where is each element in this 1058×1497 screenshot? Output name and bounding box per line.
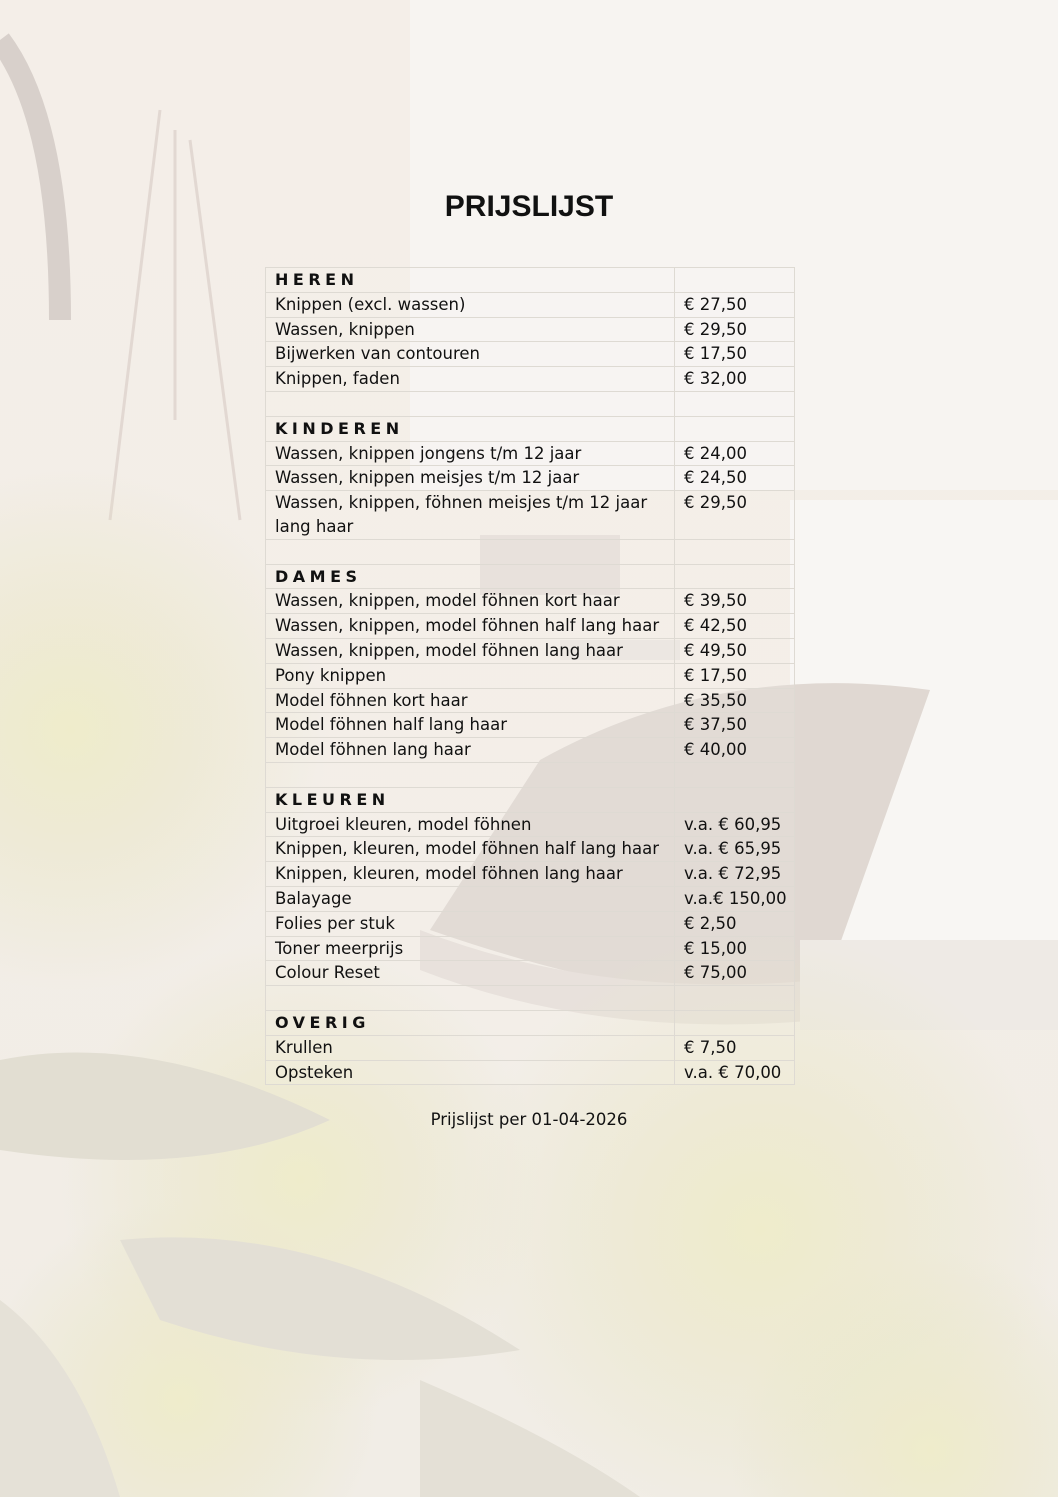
service-price: € 17,50 (675, 342, 795, 367)
price-row (266, 713, 795, 738)
service-name: Knippen, kleuren, model föhnen half lang haar (266, 837, 675, 862)
price-list-date: Prijslijst per 01-04-2026 (430, 1110, 628, 1129)
service-name: Folies per stuk (266, 911, 675, 936)
service-price: € 42,50 (675, 614, 795, 639)
price-row (266, 1060, 795, 1085)
service-name: Toner meerprijs (266, 936, 675, 961)
service-price: € 75,00 (675, 961, 795, 986)
service-price: € 17,50 (675, 663, 795, 688)
price-row (266, 441, 795, 466)
service-name: Knippen, kleuren, model föhnen lang haar (266, 862, 675, 887)
service-name: Knippen, faden (266, 367, 675, 392)
price-row (266, 491, 795, 540)
price-row (266, 961, 795, 986)
service-price: v.a. € 70,00 (675, 1060, 795, 1085)
section-heading-empty-cell (675, 564, 795, 589)
section-heading: KLEUREN (266, 787, 675, 812)
section-heading-empty-cell (675, 1010, 795, 1035)
service-name: Knippen (excl. wassen) (266, 292, 675, 317)
page-title: PRIJSLIJST (444, 190, 614, 223)
service-name: Wassen, knippen, model föhnen half lang haar (266, 614, 675, 639)
section-heading-row (266, 1010, 795, 1035)
section-heading-empty-cell (675, 416, 795, 441)
price-row (266, 638, 795, 663)
service-name: Wassen, knippen, model föhnen kort haar (266, 589, 675, 614)
section-heading-row (266, 268, 795, 293)
service-name: Model föhnen lang haar (266, 738, 675, 763)
service-name: Wassen, knippen jongens t/m 12 jaar (266, 441, 675, 466)
price-row (266, 812, 795, 837)
service-price: € 15,00 (675, 936, 795, 961)
section-heading: KINDEREN (266, 416, 675, 441)
service-name: Wassen, knippen, model föhnen lang haar (266, 638, 675, 663)
service-price: € 37,50 (675, 713, 795, 738)
service-price: v.a.€ 150,00 (675, 886, 795, 911)
section-heading: HEREN (266, 268, 675, 293)
service-price: € 24,50 (675, 466, 795, 491)
section-heading: OVERIG (266, 1010, 675, 1035)
service-price: v.a. € 72,95 (675, 862, 795, 887)
price-row (266, 367, 795, 392)
service-name: Pony knippen (266, 663, 675, 688)
price-row (266, 614, 795, 639)
service-name: Wassen, knippen (266, 317, 675, 342)
service-price: € 49,50 (675, 638, 795, 663)
spacer-row (266, 986, 795, 1011)
price-row (266, 342, 795, 367)
section-heading-row (266, 564, 795, 589)
section-heading-empty-cell (675, 268, 795, 293)
price-row (266, 862, 795, 887)
price-row (266, 936, 795, 961)
price-row (266, 1035, 795, 1060)
price-row (266, 589, 795, 614)
section-heading: DAMES (266, 564, 675, 589)
price-row (266, 466, 795, 491)
price-row (266, 911, 795, 936)
service-price: € 29,50 (675, 491, 795, 540)
section-heading-row (266, 787, 795, 812)
spacer-row (266, 391, 795, 416)
service-price: v.a. € 60,95 (675, 812, 795, 837)
service-price: € 29,50 (675, 317, 795, 342)
spacer-row (266, 762, 795, 787)
service-price: € 32,00 (675, 367, 795, 392)
service-price: € 24,00 (675, 441, 795, 466)
price-row (266, 663, 795, 688)
service-name: Balayage (266, 886, 675, 911)
section-heading-row (266, 416, 795, 441)
service-name: Model föhnen half lang haar (266, 713, 675, 738)
service-price: € 27,50 (675, 292, 795, 317)
price-row (266, 292, 795, 317)
service-price: € 39,50 (675, 589, 795, 614)
service-name: Wassen, knippen, föhnen meisjes t/m 12 jaar lang haar (266, 491, 675, 540)
section-heading-empty-cell (675, 787, 795, 812)
service-name: Opsteken (266, 1060, 675, 1085)
service-name: Wassen, knippen meisjes t/m 12 jaar (266, 466, 675, 491)
price-table (265, 267, 795, 1085)
price-row (266, 317, 795, 342)
service-price: € 7,50 (675, 1035, 795, 1060)
service-name: Bijwerken van contouren (266, 342, 675, 367)
service-price: v.a. € 65,95 (675, 837, 795, 862)
price-row (266, 688, 795, 713)
service-name: Krullen (266, 1035, 675, 1060)
service-name: Colour Reset (266, 961, 675, 986)
service-price: € 35,50 (675, 688, 795, 713)
price-row (266, 886, 795, 911)
service-name: Uitgroei kleuren, model föhnen (266, 812, 675, 837)
service-price: € 2,50 (675, 911, 795, 936)
service-price: € 40,00 (675, 738, 795, 763)
spacer-row (266, 539, 795, 564)
price-row (266, 837, 795, 862)
price-row (266, 738, 795, 763)
service-name: Model föhnen kort haar (266, 688, 675, 713)
